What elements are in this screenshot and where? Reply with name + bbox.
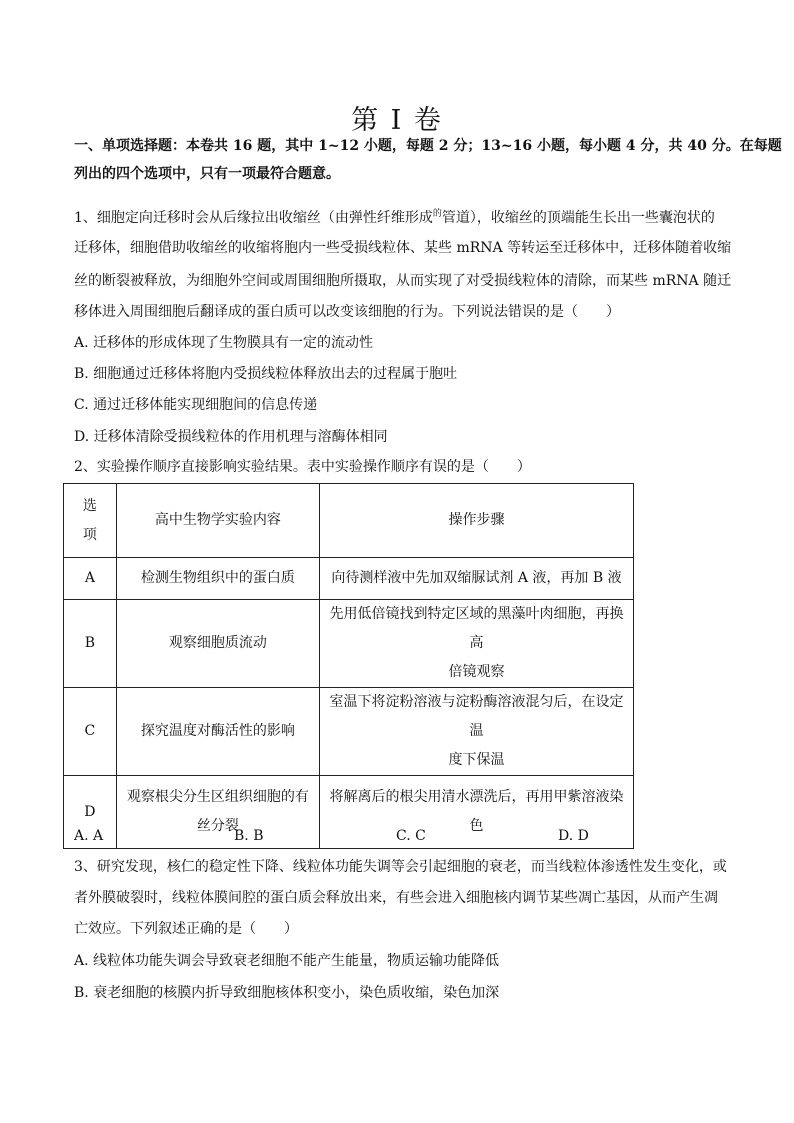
q3-option-b[interactable]: B. 衰老细胞的核膜内折导致细胞核体积变小，染色质收缩，染色加深: [74, 985, 500, 1001]
q1-option-a[interactable]: A. 迁移体的形成体现了生物膜具有一定的流动性: [74, 335, 374, 351]
table-row: [64, 600, 634, 688]
header-content-cell: 高中生物学实验内容: [116, 484, 319, 558]
q2-answer-c[interactable]: C. C: [396, 828, 426, 844]
row-steps: 室温下将淀粉溶液与淀粉酶溶液混匀后，在设定温 度下保温: [319, 688, 633, 776]
row-option: C: [64, 688, 117, 776]
table-row: [64, 776, 634, 849]
row-option: B: [64, 600, 117, 688]
q1-option-d[interactable]: D. 迁移体清除受损线粒体的作用机理与溶酶体相同: [74, 429, 388, 445]
q3-stem-line-2: 者外膜破裂时，线粒体膜间腔的蛋白质会释放出来，有些会进入细胞核内调节某些凋亡基因，从而产生凋: [74, 890, 718, 906]
table-row: [64, 688, 634, 776]
row-steps: 将解离后的根尖用清水漂洗后，再用甲紫溶液染色: [319, 776, 633, 849]
q2-stem: 2、实验操作顺序直接影响实验结果。表中实验操作顺序有误的是（ ）: [74, 459, 531, 475]
section-instructions-line-1: 一、单项选择题：本卷共 16 题，其中 1~12 小题，每题 2 分；13~16 小题，每小题 4 分，共 40 分。在每题: [74, 138, 782, 154]
q1-stem-line-1: 1、细胞定向迁移时会从后缘拉出收缩丝（由弹性纤维形成$^的$管道），收缩丝的顶端能生长出一些囊泡状的: [74, 209, 715, 226]
page-title: 第 I 卷: [351, 105, 443, 136]
row-steps: 先用低倍镜找到特定区域的黑藻叶肉细胞，再换高 倍镜观察: [319, 600, 633, 688]
row-steps: 向待测样液中先加双缩脲试剂 A 液，再加 B 液: [319, 558, 633, 600]
q1-option-c[interactable]: C. 通过迁移体能实现细胞间的信息传递: [74, 397, 318, 413]
q1-superscript: 的: [432, 209, 442, 219]
row-content: 探究温度对酶活性的影响: [116, 688, 319, 776]
q1-stem-line-4: 移体进入周围细胞后翻译成的蛋白质可以改变该细胞的行为。下列说法错误的是（ ）: [74, 304, 620, 320]
q1-option-b[interactable]: B. 细胞通过迁移体将胞内受损线粒体释放出去的过程属于胞吐: [74, 366, 458, 382]
q1-stem-line-3: 丝的断裂被释放，为细胞外空间或周围细胞所摄取，从而实现了对受损线粒体的清除，而某些 mRNA 随迁: [74, 273, 732, 289]
header-option-cell: 选 项: [64, 484, 117, 558]
row-content: 观察细胞质流动: [116, 600, 319, 688]
q1-stem-line-2: 迁移体，细胞借助收缩丝的收缩将胞内一些受损线粒体、某些 mRNA 等转运至迁移体中，迁移体随着收缩: [74, 240, 732, 256]
header-steps-cell: 操作步骤: [319, 484, 633, 558]
q2-answer-d[interactable]: D. D: [558, 828, 589, 844]
table-row: [64, 558, 634, 600]
q2-answer-b[interactable]: B. B: [234, 828, 264, 844]
q3-stem-line-3: 亡效应。下列叙述正确的是（ ）: [74, 921, 298, 937]
section-instructions-line-2: 列出的四个选项中，只有一项最符合题意。: [74, 166, 340, 182]
row-content: 检测生物组织中的蛋白质: [116, 558, 319, 600]
experiment-table: [63, 483, 634, 849]
q3-option-a[interactable]: A. 线粒体功能失调会导致衰老细胞不能产生能量，物质运输功能降低: [74, 953, 500, 969]
row-option: D: [64, 776, 117, 849]
row-content: 观察根尖分生区组织细胞的有 丝分裂: [116, 776, 319, 849]
row-option: A: [64, 558, 117, 600]
table-header-row: [64, 484, 634, 558]
q3-stem-line-1: 3、研究发现，核仁的稳定性下降、线粒体功能失调等会引起细胞的衰老，而当线粒体渗透性发生变化，或: [74, 859, 727, 875]
q2-answer-a[interactable]: A. A: [74, 828, 104, 844]
